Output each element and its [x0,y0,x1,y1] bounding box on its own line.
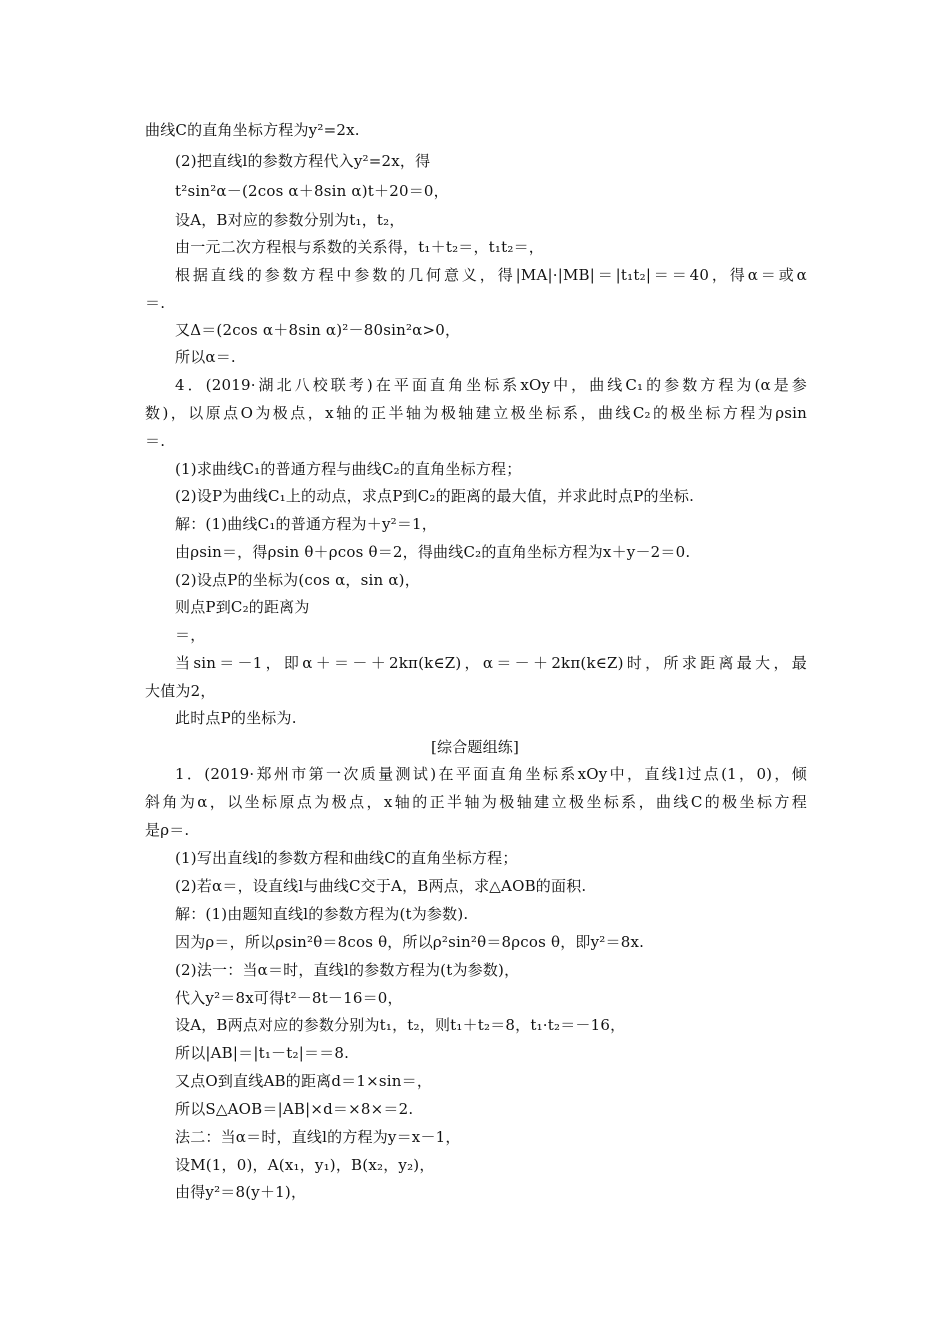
text-line: (2)设P为曲线C₁上的动点，求点P到C₂的距离的最大值，并求此时点P的坐标. [175,487,695,505]
text-line: 又Δ＝(2cos α＋8sin α)²－80sin²α>0， [175,321,461,339]
text-line: (2)法一：当α＝时，直线l的参数方程为(t为参数)， [175,961,520,979]
text-line: 由得y²＝8(y＋1)， [175,1183,307,1201]
text-line: 大值为2， [145,682,216,700]
section-heading: [综合题组练] [430,738,520,756]
text-line: 解：(1)曲线C₁的普通方程为＋y²＝1， [175,515,437,533]
text-line: (1)写出直线l的参数方程和曲线C的直角坐标方程； [175,849,518,867]
text-line: ＝. [145,432,166,450]
text-line: ＝. [145,294,166,312]
text-line: (2)设点P的坐标为(cos α，sin α)， [175,571,420,589]
text-line: 4．(2019·湖北八校联考)在平面直角坐标系xOy中，曲线C₁的参数方程为(α是参 [175,376,807,394]
text-line: 代入y²＝8x可得t²－8t－16＝0， [175,989,403,1007]
text-line: 则点P到C₂的距离为 [175,598,310,616]
text-line: 1．(2019·郑州市第一次质量测试)在平面直角坐标系xOy中，直线l过点(1，0)，倾 [175,765,807,783]
text-line: t²sin²α－(2cos α＋8sin α)t＋20＝0， [175,182,449,200]
text-line: (2)把直线l的参数方程代入y²=2x，得 [175,152,431,170]
text-line: 解：(1)由题知直线l的参数方程为(t为参数). [175,905,469,923]
text-line: 当sin＝－1，即α＋＝－＋2kπ(k∈Z)，α＝－＋2kπ(k∈Z)时，所求距离最大，最 [175,654,807,672]
text-line: (1)求曲线C₁的普通方程与曲线C₂的直角坐标方程； [175,460,522,478]
text-line: 是ρ＝. [145,821,190,839]
text-line: 所以|AB|＝|t₁－t₂|＝＝8. [175,1044,350,1062]
text-line: 曲线C的直角坐标方程为y²=2x. [145,121,360,139]
text-line: 设A，B对应的参数分别为t₁，t₂， [175,211,405,229]
text-line: 所以α＝. [175,348,236,366]
text-line: 设M(1，0)，A(x₁，y₁)，B(x₂，y₂)， [175,1156,435,1174]
text-line: (2)若α＝，设直线l与曲线C交于A，B两点，求△AOB的面积. [175,877,587,895]
text-line: 由ρsin＝，得ρsin θ＋ρcos θ＝2，得曲线C₂的直角坐标方程为x＋y－2＝0. [175,543,691,561]
text-line: 根据直线的参数方程中参数的几何意义，得|MA|·|MB|＝|t₁t₂|＝＝40，得α＝或α [175,266,807,284]
text-line: 所以S△AOB＝|AB|×d＝×8×＝2. [175,1100,414,1118]
text-line: 由一元二次方程根与系数的关系得，t₁＋t₂＝，t₁t₂＝， [175,238,544,256]
text-line: 因为ρ＝，所以ρsin²θ＝8cos θ，所以ρ²sin²θ＝8ρcos θ，即y²＝8x. [175,933,645,951]
text-line: 又点O到直线AB的距离d＝1×sin＝， [175,1072,433,1090]
text-line: ＝， [175,626,206,644]
text-line: 数)，以原点O为极点，x轴的正半轴为极轴建立极坐标系，曲线C₂的极坐标方程为ρsin [145,404,807,422]
text-line: 设A，B两点对应的参数分别为t₁，t₂，则t₁＋t₂＝8，t₁·t₂＝－16， [175,1016,626,1034]
text-line: 此时点P的坐标为. [175,709,297,727]
text-line: 法二：当α＝时，直线l的方程为y＝x－1， [175,1128,461,1146]
text-line: 斜角为α，以坐标原点为极点，x轴的正半轴为极轴建立极坐标系，曲线C的极坐标方程 [145,793,807,811]
